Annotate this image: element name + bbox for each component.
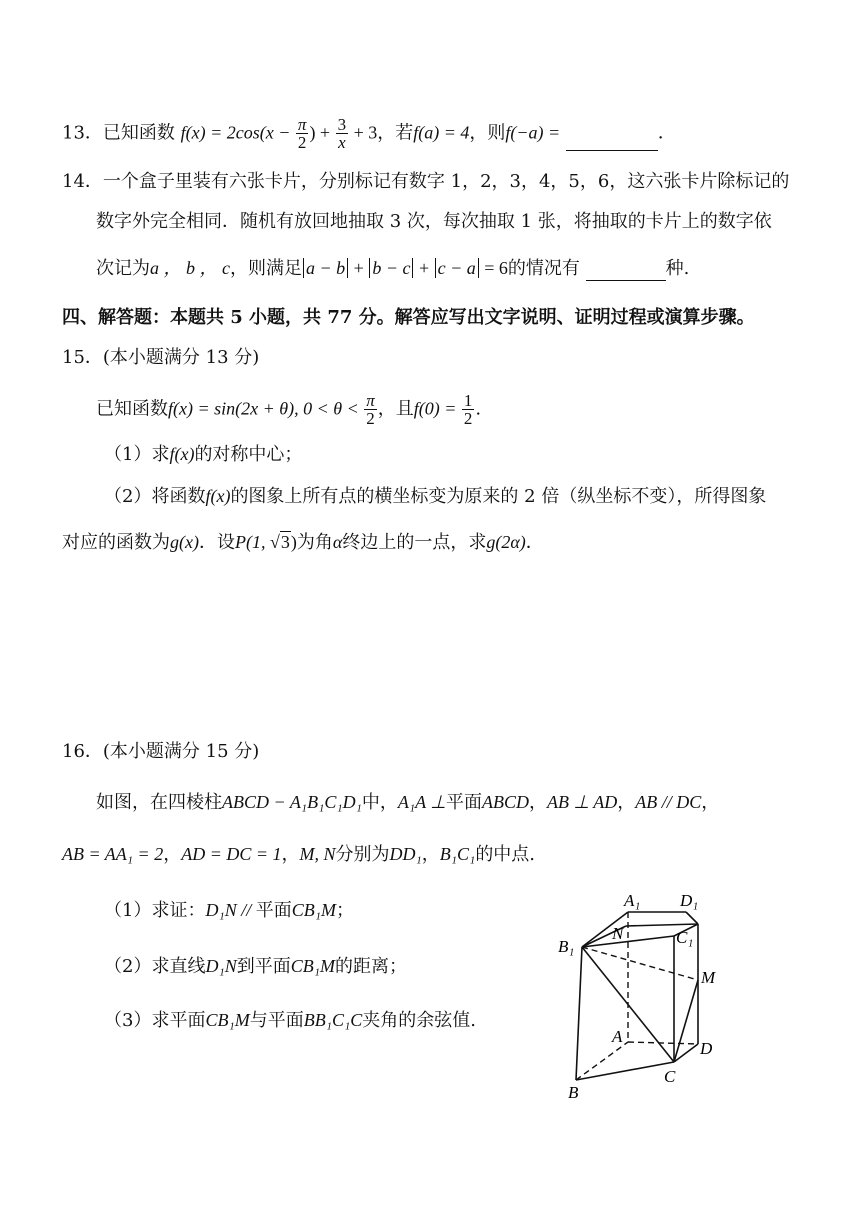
label-N: N (612, 924, 624, 943)
section-4-heading: 四、解答题：本题共 5 小题，共 77 分。解答应写出文字说明、证明过程或演算步骤。 (62, 307, 755, 328)
question-14-line-3: 次记为a ， b ， c，则满足 a − b + b − c + c − a = 6的情况有 种. (96, 258, 690, 279)
question-13 (62, 116, 676, 151)
q13-mid: ) + (309, 122, 335, 143)
q14-number: 14． (62, 171, 103, 192)
question-15-part-1: （1）求f(x)的对称中心； (104, 444, 303, 465)
question-16-line-2: AB = AA₁ = 2，AD = DC = 1，M, N分别为DD₁，B₁C₁的中点. (62, 844, 536, 865)
q14-abs-1: a − b (303, 258, 348, 278)
q14-line-3-c: 的情况有 (507, 258, 580, 279)
q15-fx-definition: f(x) = sin(2x + θ), 0 < θ < (168, 398, 364, 419)
q14-eq: = 6 (479, 258, 508, 278)
q14-abs-2: b − c (369, 258, 413, 278)
question-14-line-2 (96, 210, 772, 234)
label-A: A (612, 1027, 623, 1046)
q15-fraction-pi-2: $\frac{\pi}{2}$ (366, 391, 375, 428)
question-15-header: 15．(本小题满分 13 分) (62, 347, 260, 368)
q13-fraction-3-x: $\frac{3}{x}$ (337, 115, 347, 152)
label-D1: D₁ (680, 891, 699, 910)
question-16-part-3: （3）求平面CB₁M与平面BB₁C₁C夹角的余弦值. (104, 1010, 476, 1031)
q14-line-1-text: 一个盒子里装有六张卡片，分别标记有数字 1，2，3，4，5，6，这六张卡片除标记的 (102, 171, 790, 192)
question-15-part-2-line-2: 对应的函数为g(x)．设P(1, √3)为角α终边上的一点，求g(2α)． (62, 532, 544, 553)
q14-line-3-b: ，则满足 (230, 258, 302, 279)
q13-answer-blank[interactable] (566, 134, 658, 151)
question-16-part-2: （2）求直线D₁N到平面CB₁M的距离； (104, 956, 407, 977)
label-C: C (664, 1067, 676, 1086)
label-M: M (701, 968, 716, 987)
q14-answer-blank[interactable] (586, 264, 666, 281)
question-15-part-2-line-1: （2）将函数f(x)的图象上所有点的横坐标变为原来的 2 倍（纵坐标不变），所得图象 (104, 486, 767, 507)
q13-text3: ，则 (469, 122, 506, 144)
question-15-given: 已知函数f(x) = sin(2x + θ), 0 < θ < $\frac{\pi}{2}$ ，且f(0) = $\frac{1}{2}$ . (96, 391, 482, 428)
q14-vars: a ， b ， c (150, 258, 230, 278)
question-16-part-1: （1）求证：D₁N // 平面CB₁M； (104, 900, 354, 921)
question-16-line-1: 如图，在四棱柱ABCD − A₁B₁C₁D₁中，A₁A ⊥平面ABCD，AB ⊥ AD，AB // DC， (96, 792, 720, 813)
q13-text2: ，若 (377, 122, 414, 144)
q15-f0: f(0) = (413, 398, 461, 419)
q13-condition: f(a) = 4 (413, 122, 470, 143)
q13-number: 13． (62, 122, 103, 144)
label-B: B (568, 1083, 579, 1102)
label-B1: B₁ (558, 937, 575, 956)
label-C1: C₁ (676, 928, 694, 947)
q13-fraction-pi-2: $\frac{\pi}{2}$ (297, 115, 307, 152)
label-D: D (700, 1039, 713, 1058)
q13-eq: = 2cos(x − (205, 122, 295, 143)
q13-ask: f(−a) = (505, 122, 561, 143)
q14-line-3-a: 次记为 (96, 258, 150, 279)
q13-fx: f(x) (180, 122, 206, 143)
label-A1: A₁ (624, 891, 641, 910)
q13-tail: + 3 (349, 122, 378, 143)
q14-line-2-text: 数字外完全相同．随机有放回地抽取 3 次，每次抽取 1 张，将抽取的卡片上的数字依 (96, 211, 772, 232)
question-14-line-1 (62, 170, 789, 194)
q15-fraction-1-2: $\frac{1}{2}$ (463, 391, 473, 428)
q13-text: 已知函数 (102, 122, 175, 144)
q13-end: ． (657, 122, 676, 144)
q14-line-3-d: 种. (665, 258, 690, 279)
question-16-header: 16．(本小题满分 15 分) (62, 741, 260, 762)
q14-abs-3: c − a (435, 258, 479, 278)
